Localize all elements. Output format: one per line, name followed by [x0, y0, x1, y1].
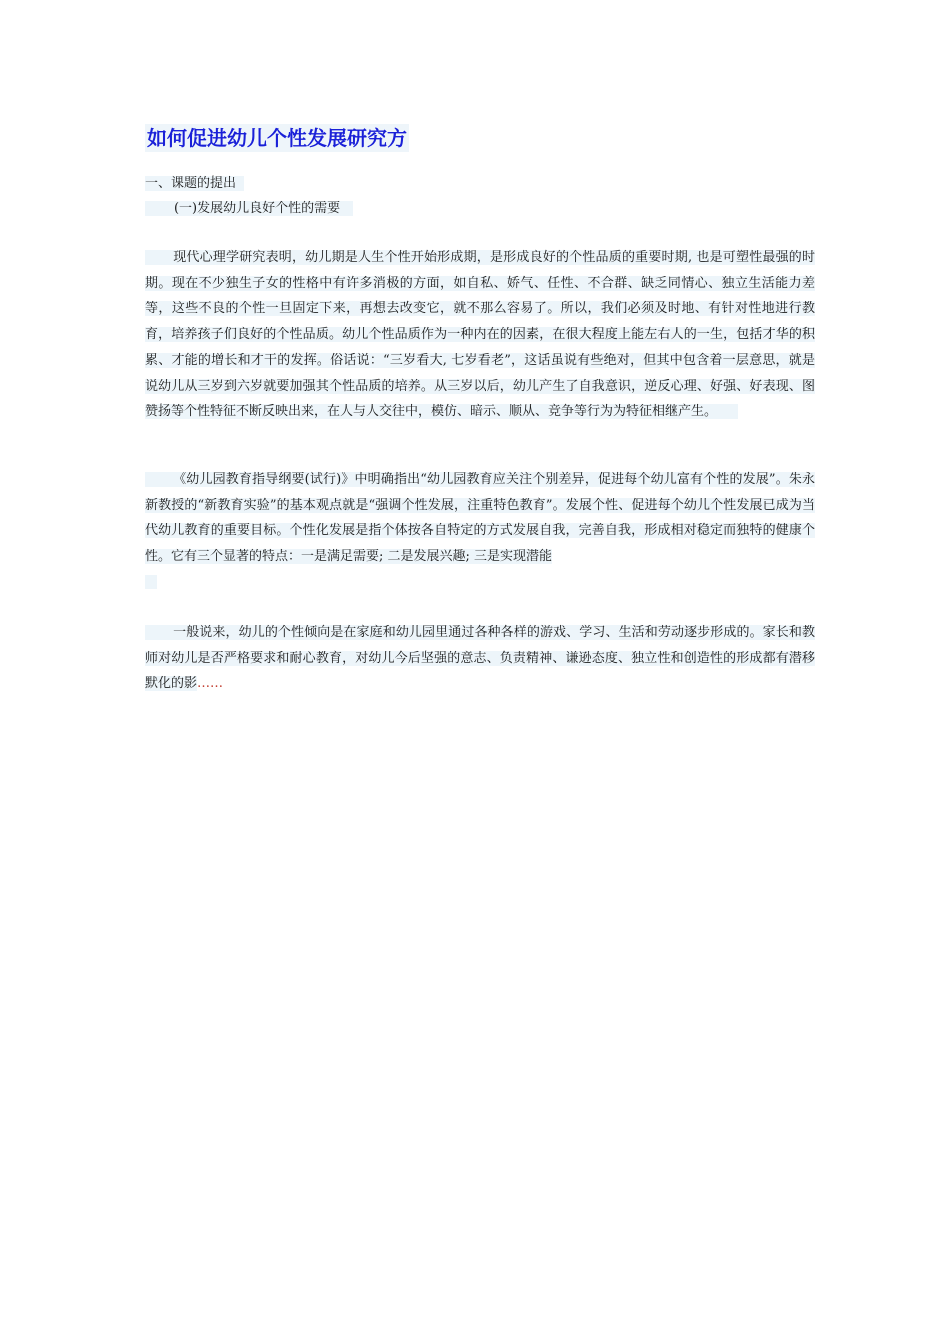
section-heading	[145, 174, 244, 194]
paragraph-3-text: 一般说来，幼儿的个性倾向是在家庭和幼儿园里通过各种各样的游戏、学习、生活和劳动逐步形成的。家长和教师对幼儿是否严格要求和耐心教育，对幼儿今后坚强的意志、负责精神、谦逊态度、独立性和创造性的形成都有潜移默化的影	[145, 625, 815, 692]
truncation-ellipsis: ……	[197, 676, 224, 692]
paragraph-1	[145, 245, 815, 425]
paragraph-2	[145, 467, 815, 596]
paragraph-2-text: 《幼儿园教育指导纲要(试行)》中明确指出“幼儿园教育应关注个别差异，促进每个幼儿富有个性的发展”。朱永新教授的“新教育实验”的基本观点就是“强调个性发展，注重特色教育”。发展个性、促进每个幼儿个性发展已成为当代幼儿教育的重要目标。个性化发展是指个体按各自特定的方式发展自我，完善自我，形成相对稳定而独特的健康个性。它有三个显著的特点：一是满足需要; 二是发展兴趣; 三是实现潜能	[145, 472, 815, 565]
paragraph-3	[145, 620, 815, 697]
highlight-block	[145, 575, 157, 589]
paragraph-1-text: 现代心理学研究表明，幼儿期是人生个性开始形成期，是形成良好的个性品质的重要时期, 也是可塑性最强的时期。现在不少独生子女的性格中有许多消极的方面，如自私、娇气、任性、不合群、缺乏同情心、独立生活能力差等，这些不良的个性一旦固定下来，再想去改变它，就不那么容易了。所以，我们必须及时地、有针对性地进行教育，培养孩子们良好的个性品质。幼儿个性品质作为一种内在的因素，在很大程度上能左右人的一生，包括才华的积累、才能的增长和才干的发挥。俗话说：“三岁看大, 七岁看老”，这话虽说有些绝对，但其中包含着一层意思，就是说幼儿从三岁到六岁就要加强其个性品质的培养。从三岁以后，幼儿产生了自我意识，逆反心理、好强、好表现、图赞扬等个性特征不断反映出来，在人与人交往中，模仿、暗示、顺从、竞争等行为为特征相继产生。	[145, 250, 815, 420]
subsection-heading	[145, 199, 353, 219]
section-heading-text: 一、课题的提出	[145, 176, 237, 191]
document-title: 如何促进幼儿个性发展研究方	[147, 126, 407, 150]
subsection-heading-text: (一)发展幼儿良好个性的需要	[173, 201, 341, 216]
